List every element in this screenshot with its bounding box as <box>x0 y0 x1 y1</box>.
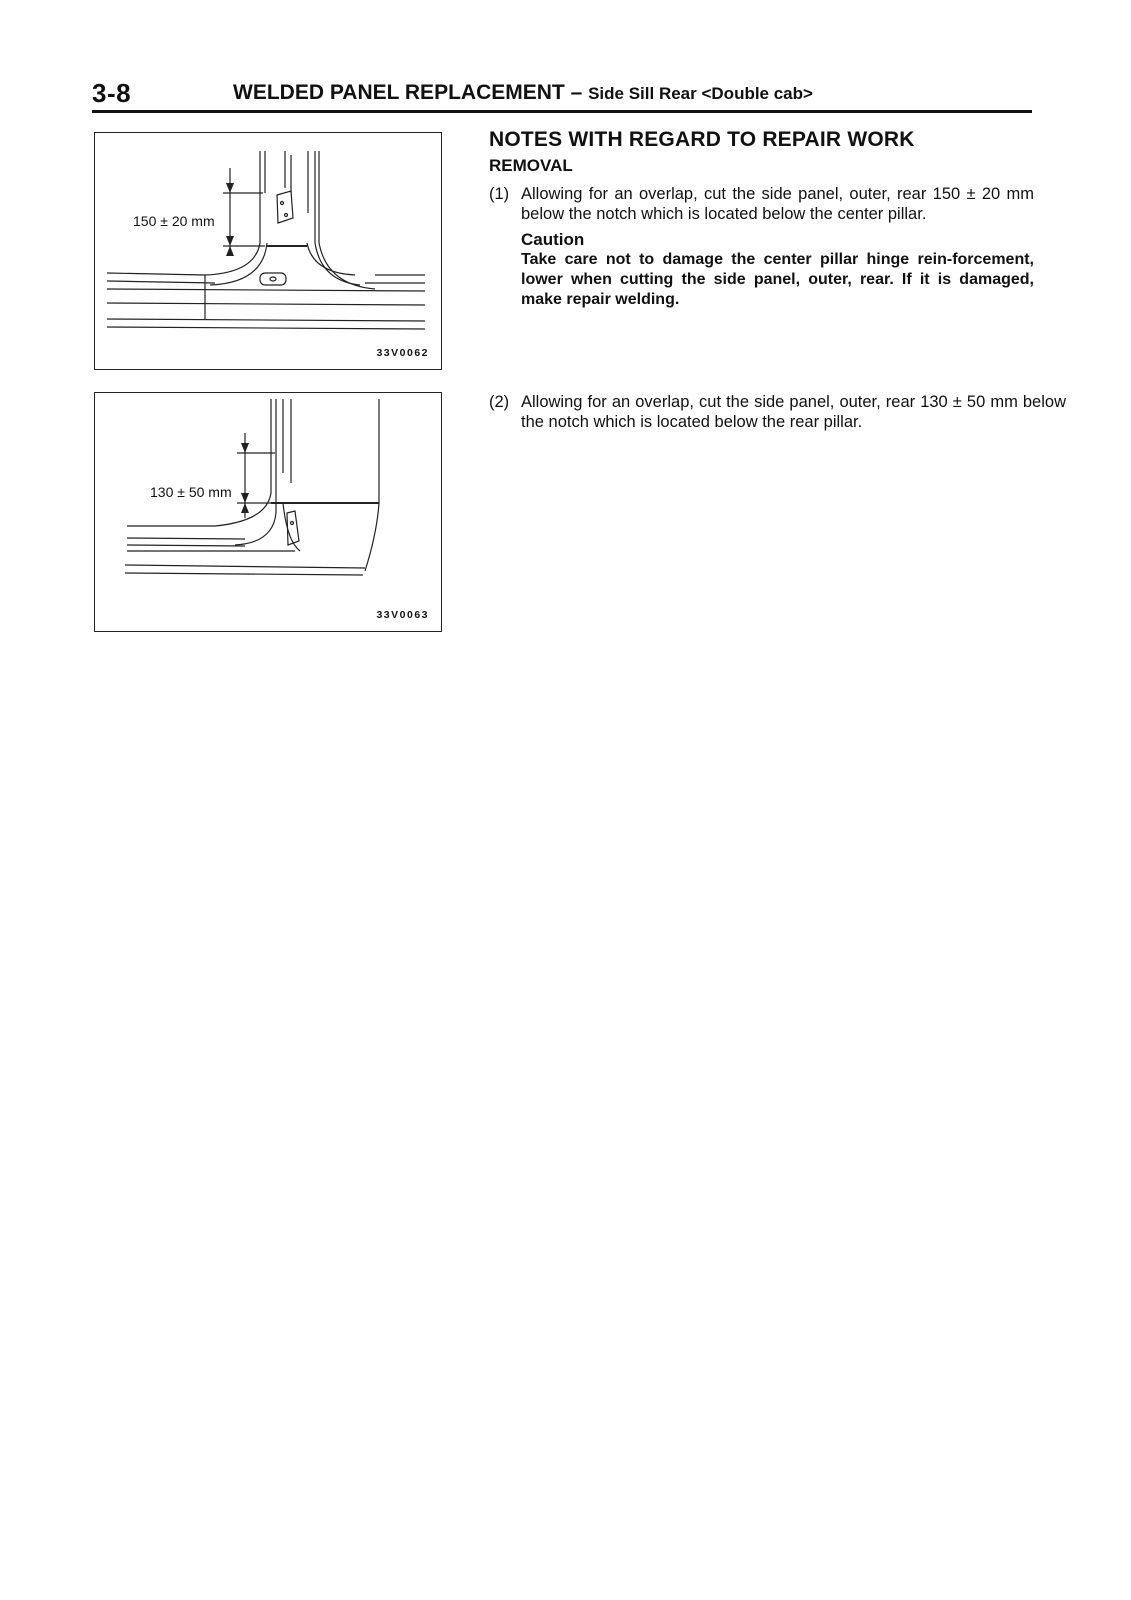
figure-code: 33V0062 <box>376 347 429 359</box>
page-title <box>233 81 813 105</box>
step-2 <box>489 392 1066 432</box>
dimension-label: 150 ± 20 mm <box>133 213 215 229</box>
repair-notes <box>489 128 1034 310</box>
section-title: NOTES WITH REGARD TO REPAIR WORK <box>489 128 915 151</box>
center-pillar-drawing <box>95 133 440 368</box>
figure-center-pillar <box>94 132 442 370</box>
caution-text: Take care not to damage the center pillar hinge rein-forcement, lower when cutting the side panel, outer, rear. If it is damaged, make repair welding. <box>521 251 1034 308</box>
step-number: (1) <box>489 185 510 203</box>
step-number: (2) <box>489 393 510 411</box>
step-text: Allowing for an overlap, cut the side panel, outer, rear 150 ± 20 mm below the notch which is located below the center pillar. <box>521 185 1034 223</box>
header-rule <box>92 110 1032 113</box>
page-title-subtitle: Side Sill Rear <Double cab> <box>588 84 813 103</box>
page-title-main: WELDED PANEL REPLACEMENT – <box>233 81 583 104</box>
figure-code: 33V0063 <box>376 609 429 621</box>
removal-heading: REMOVAL <box>489 156 573 175</box>
dimension-label: 130 ± 50 mm <box>150 484 232 500</box>
page-number: 3-8 <box>92 78 132 108</box>
caution-heading: Caution <box>521 230 585 249</box>
step-text: Allowing for an overlap, cut the side panel, outer, rear 130 ± 50 mm below the notch which is located below the rear pillar. <box>521 393 1066 431</box>
rear-pillar-drawing <box>95 393 440 630</box>
figure-rear-pillar <box>94 392 442 632</box>
step-1 <box>489 184 1034 310</box>
